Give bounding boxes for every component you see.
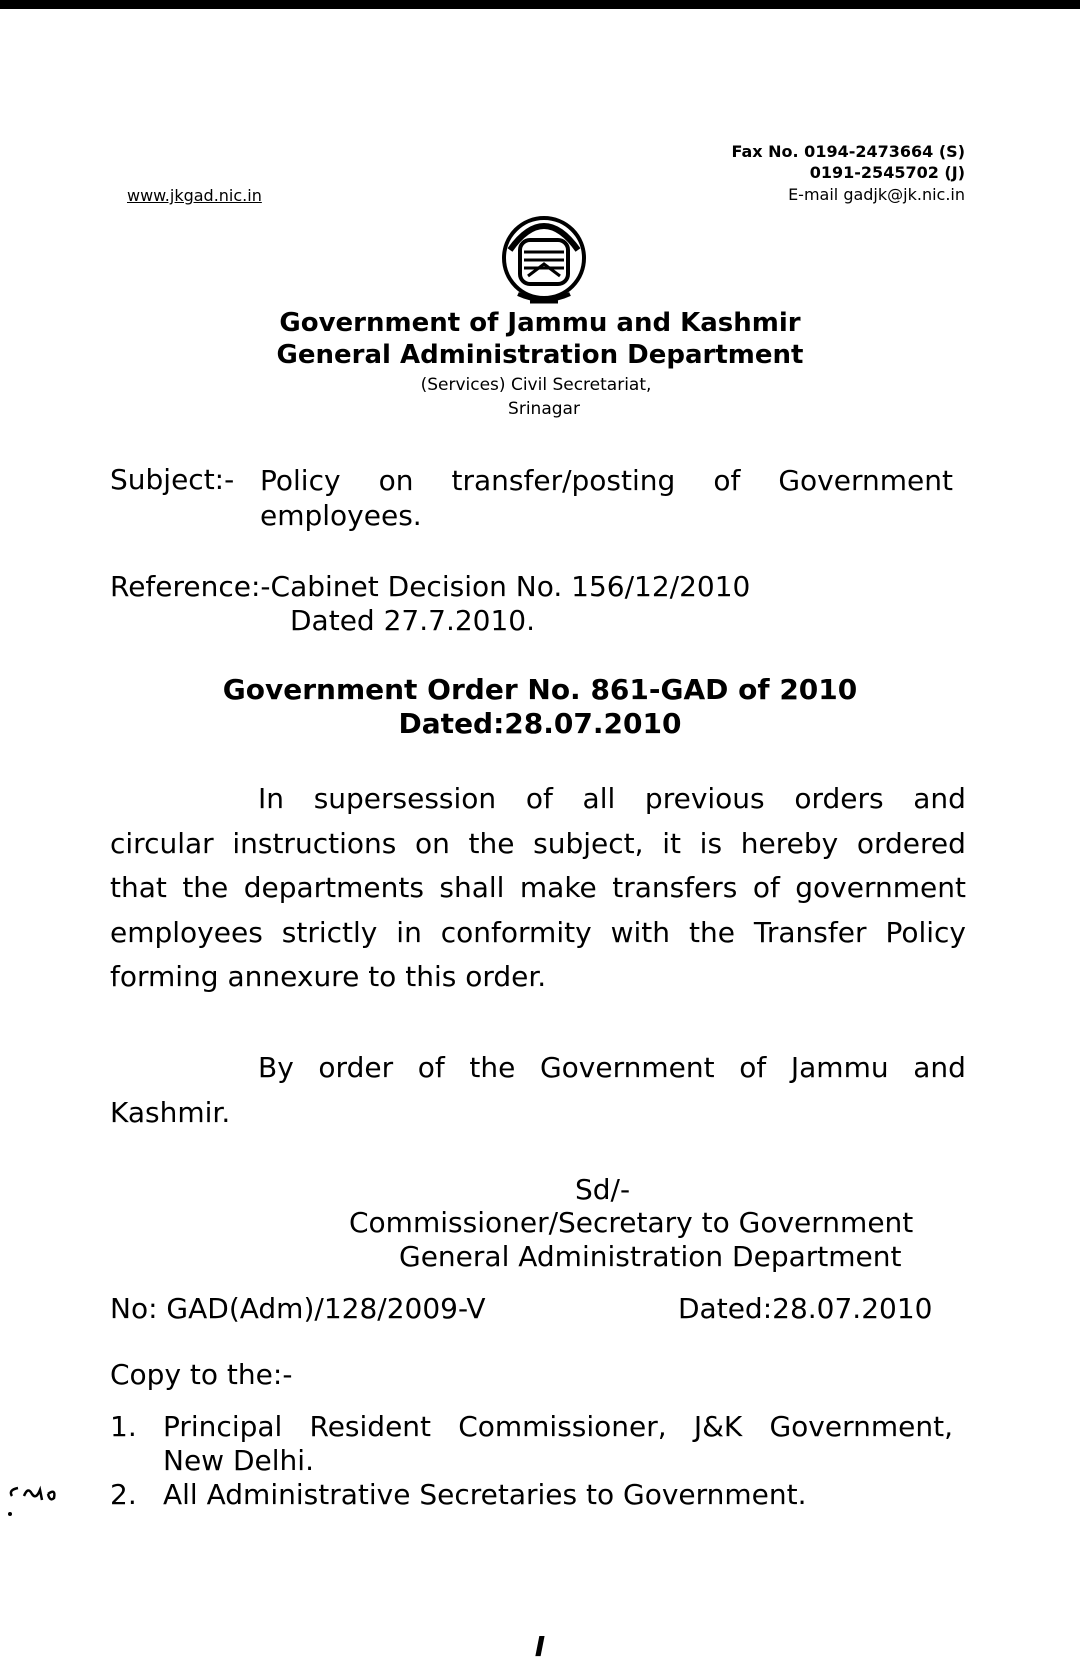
list-item-word: Principal: [163, 1410, 283, 1443]
order-date: Dated:28.07.2010: [398, 707, 682, 740]
body-word: Policy: [885, 915, 966, 949]
signatory-department: General Administration Department: [399, 1240, 902, 1273]
subject-word: transfer/posting: [451, 464, 676, 497]
subject-line-2: employees.: [260, 499, 422, 532]
signatory-title: Commissioner/Secretary to Government: [349, 1206, 914, 1239]
fax-line-1: Fax No. 0194-2473664 (S): [731, 142, 965, 161]
subject-word: on: [378, 464, 414, 497]
body-word: make: [519, 871, 597, 905]
body-word: transfers: [612, 871, 738, 905]
body-word: with: [610, 915, 671, 949]
list-item-word: Commissioner,: [458, 1410, 667, 1443]
reference-number: No: GAD(Adm)/128/2009-V: [110, 1292, 486, 1325]
byorder-word: Jammu: [790, 1051, 889, 1084]
list-item-number: 2.: [110, 1478, 137, 1511]
fax-numbers: [565, 141, 965, 183]
body-word: Transfer: [753, 915, 867, 949]
email-address: E-mail gadjk@jk.nic.in: [788, 185, 965, 204]
subject-word: Policy: [260, 464, 341, 497]
body-word: all: [582, 782, 616, 815]
body-word: it: [662, 826, 681, 860]
body-word: the: [182, 871, 229, 905]
list-item-word: Resident: [309, 1410, 432, 1443]
subject-label: Subject:-: [110, 463, 235, 496]
body-word: of: [525, 782, 553, 815]
body-word: orders: [794, 782, 884, 815]
top-border: [0, 0, 1080, 9]
body-word: hereby: [740, 826, 839, 860]
body-word: subject,: [533, 826, 644, 860]
body-word: that: [110, 871, 167, 905]
list-item-text: All Administrative Secretaries to Government.: [163, 1478, 807, 1511]
city: Srinagar: [508, 399, 580, 419]
body-word: government: [795, 871, 966, 905]
body-word: strictly: [281, 915, 378, 949]
handwritten-mark: [4, 1474, 64, 1524]
body-word: employees: [110, 915, 263, 949]
body-word: the: [468, 826, 515, 860]
body-word: circular: [110, 826, 214, 860]
order-body: [110, 777, 966, 1000]
body-word: shall: [439, 871, 505, 905]
signed-mark: Sd/-: [575, 1173, 631, 1206]
byorder-word: of: [739, 1051, 767, 1084]
subject-word: Government: [778, 464, 953, 497]
subject-word: of: [713, 464, 741, 497]
order-title: Government Order No. 861-GAD of 2010: [222, 673, 858, 706]
body-word: the: [688, 915, 735, 949]
byorder-word: By: [258, 1051, 294, 1084]
government-title: Government of Jammu and Kashmir: [279, 308, 801, 338]
byorder-word: the: [469, 1051, 516, 1084]
list-item-word: Government,: [769, 1410, 953, 1443]
body-word: ordered: [856, 826, 966, 860]
list-item-number: 1.: [110, 1410, 137, 1443]
body-word: conformity: [440, 915, 592, 949]
byorder-word: and: [913, 1051, 966, 1084]
byorder-word: order: [318, 1051, 394, 1084]
reference-line-2: Dated 27.7.2010.: [290, 604, 535, 637]
copy-to-label: Copy to the:-: [110, 1358, 293, 1391]
fax-line-2: 0191-2545702 (J): [809, 163, 965, 182]
body-word: In: [258, 782, 285, 815]
department-title: General Administration Department: [276, 340, 804, 370]
list-item-continuation: New Delhi.: [163, 1444, 314, 1477]
byorder-word: Government: [539, 1051, 715, 1084]
body-word: in: [396, 915, 422, 949]
body-word: of: [752, 871, 780, 905]
body-word: supersession: [313, 782, 497, 815]
body-word: on: [414, 826, 450, 860]
website-link[interactable]: www.jkgad.nic.in: [127, 186, 262, 205]
body-word: is: [699, 826, 723, 860]
page-number: I: [534, 1630, 546, 1663]
body-word: and: [913, 782, 966, 815]
body-line-5: forming annexure to this order.: [110, 960, 547, 994]
body-word: previous: [644, 782, 765, 815]
list-item: [110, 1410, 966, 1478]
by-order-statement: [110, 1045, 966, 1135]
byorder-word: of: [417, 1051, 445, 1084]
office-location: (Services) Civil Secretariat,: [420, 375, 652, 395]
reference-line-1: Reference:-Cabinet Decision No. 156/12/2010: [110, 570, 751, 603]
list-item-word: J&K: [693, 1410, 743, 1443]
list-item: [110, 1478, 807, 1511]
state-emblem-icon: [500, 210, 588, 310]
subject-text: [260, 463, 953, 533]
body-word: departments: [243, 871, 424, 905]
reference-date: Dated:28.07.2010: [678, 1292, 933, 1325]
body-word: instructions: [232, 826, 397, 860]
byorder-line-2: Kashmir.: [110, 1096, 231, 1129]
